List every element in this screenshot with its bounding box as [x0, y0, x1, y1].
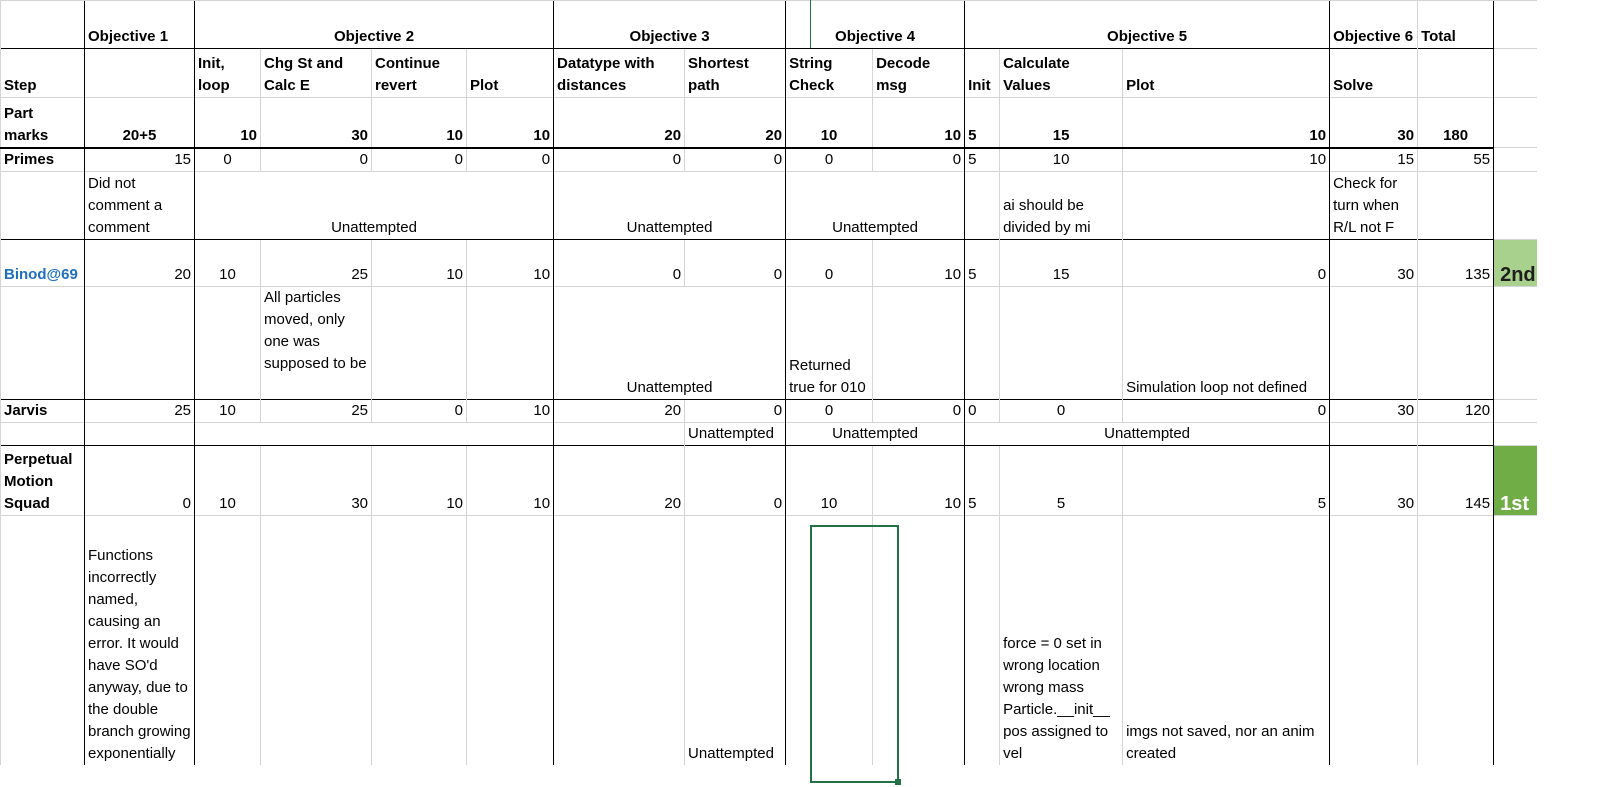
cell[interactable] — [1494, 148, 1537, 172]
cell[interactable] — [965, 515, 1000, 765]
fill-handle[interactable] — [895, 779, 901, 785]
part-mark-cell[interactable]: 10 — [786, 98, 873, 148]
score-cell[interactable]: 10 — [195, 239, 261, 286]
step-string-check[interactable]: String Check — [786, 49, 873, 98]
cell[interactable] — [1494, 49, 1537, 98]
cell[interactable] — [85, 49, 195, 98]
score-cell[interactable]: 25 — [261, 239, 372, 286]
cell[interactable] — [1494, 1, 1537, 49]
score-cell[interactable]: 0 — [261, 148, 372, 172]
score-cell[interactable]: 20 — [554, 399, 685, 422]
cell[interactable] — [554, 422, 685, 445]
total-cell[interactable]: 145 — [1418, 445, 1494, 515]
cell[interactable] — [195, 286, 261, 399]
note-cell[interactable]: All particles moved, only one was supposed to be — [261, 286, 372, 399]
score-cell[interactable]: 10 — [1123, 148, 1330, 172]
score-cell[interactable]: 10 — [195, 399, 261, 422]
note-cell[interactable]: Returned true for 010 — [786, 286, 873, 399]
note-cell[interactable]: Unattempted — [554, 286, 786, 399]
score-cell[interactable]: 5 — [965, 148, 1000, 172]
score-cell[interactable]: 5 — [965, 239, 1000, 286]
cell[interactable] — [965, 171, 1000, 239]
cell[interactable] — [873, 286, 965, 399]
cell[interactable] — [195, 422, 554, 445]
step-datatype[interactable]: Datatype with distances — [554, 49, 685, 98]
score-cell[interactable]: 20 — [554, 445, 685, 515]
score-cell[interactable]: 15 — [1000, 239, 1123, 286]
score-cell[interactable]: 25 — [85, 399, 195, 422]
score-cell[interactable]: 10 — [467, 239, 554, 286]
step-solve[interactable]: Solve — [1330, 49, 1418, 98]
objective-3-header[interactable]: Objective 3 — [554, 1, 786, 49]
step-init-5[interactable]: Init — [965, 49, 1000, 98]
step-shortest-path[interactable]: Shortest path — [685, 49, 786, 98]
score-cell[interactable]: 10 — [1000, 148, 1123, 172]
part-marks-label[interactable]: Part marks — [1, 98, 85, 148]
part-mark-cell[interactable]: 30 — [1330, 98, 1418, 148]
step-plot-2[interactable]: Plot — [467, 49, 554, 98]
team-name-primes[interactable]: Primes — [1, 148, 85, 172]
note-cell[interactable]: Unattempted — [685, 422, 786, 445]
note-cell[interactable]: Unattempted — [554, 171, 786, 239]
cell[interactable] — [1418, 49, 1494, 98]
score-cell[interactable]: 0 — [786, 239, 873, 286]
score-cell[interactable]: 0 — [195, 148, 261, 172]
cell-selection-box[interactable] — [810, 525, 899, 783]
note-cell[interactable]: Unattempted — [685, 515, 786, 765]
score-cell[interactable]: 0 — [873, 148, 965, 172]
score-cell[interactable]: 15 — [85, 148, 195, 172]
cell[interactable] — [1494, 399, 1537, 422]
part-mark-cell[interactable]: 20 — [554, 98, 685, 148]
note-cell[interactable]: Did not comment a comment — [85, 171, 195, 239]
total-cell[interactable]: 135 — [1418, 239, 1494, 286]
score-cell[interactable]: 30 — [1330, 239, 1418, 286]
part-mark-cell[interactable]: 20 — [685, 98, 786, 148]
cell[interactable] — [1, 171, 85, 239]
part-mark-cell[interactable]: 30 — [261, 98, 372, 148]
cell[interactable] — [1418, 286, 1494, 399]
score-cell[interactable]: 0 — [685, 148, 786, 172]
score-cell[interactable]: 0 — [1123, 239, 1330, 286]
score-cell[interactable]: 0 — [965, 399, 1000, 422]
step-decode-msg[interactable]: Decode msg — [873, 49, 965, 98]
score-cell[interactable]: 10 — [467, 399, 554, 422]
cell[interactable] — [1, 1, 85, 49]
objective-4-header[interactable]: Objective 4 — [786, 1, 965, 49]
note-cell[interactable]: Unattempted — [965, 422, 1330, 445]
objective-2-header[interactable]: Objective 2 — [195, 1, 554, 49]
step-calc-values[interactable]: Calculate Values — [1000, 49, 1123, 98]
score-cell[interactable]: 0 — [554, 239, 685, 286]
note-cell[interactable]: force = 0 set in wrong location wrong mass Particle.__init__ pos assigned to vel — [1000, 515, 1123, 765]
part-mark-cell[interactable]: 20+5 — [85, 98, 195, 148]
score-cell[interactable]: 30 — [1330, 445, 1418, 515]
score-cell[interactable]: 0 — [685, 445, 786, 515]
cell[interactable] — [261, 515, 372, 765]
cell[interactable] — [1418, 171, 1494, 239]
score-cell[interactable]: 20 — [85, 239, 195, 286]
score-cell[interactable]: 0 — [685, 399, 786, 422]
objective-6-header[interactable]: Objective 6 — [1330, 1, 1418, 49]
score-cell[interactable]: 10 — [195, 445, 261, 515]
part-mark-cell[interactable]: 5 — [965, 98, 1000, 148]
cell[interactable] — [467, 286, 554, 399]
part-mark-cell[interactable]: 10 — [372, 98, 467, 148]
note-cell[interactable]: Simulation loop not defined — [1123, 286, 1330, 399]
score-cell[interactable]: 10 — [467, 445, 554, 515]
cell[interactable] — [1494, 422, 1537, 445]
cell[interactable] — [1494, 171, 1537, 239]
step-plot-5[interactable]: Plot — [1123, 49, 1330, 98]
cell[interactable] — [1330, 422, 1418, 445]
part-mark-cell[interactable]: 10 — [195, 98, 261, 148]
cell[interactable] — [1, 286, 85, 399]
cell[interactable] — [85, 286, 195, 399]
step-label[interactable]: Step — [1, 49, 85, 98]
cell[interactable] — [1494, 515, 1537, 765]
total-cell[interactable]: 120 — [1418, 399, 1494, 422]
score-cell[interactable]: 0 — [85, 445, 195, 515]
score-cell[interactable]: 0 — [786, 148, 873, 172]
score-cell[interactable]: 5 — [965, 445, 1000, 515]
team-name-perpetual-motion-squad[interactable]: Perpetual Motion Squad — [1, 445, 85, 515]
note-cell[interactable]: Unattempted — [786, 422, 965, 445]
score-cell[interactable]: 5 — [1000, 445, 1123, 515]
note-cell[interactable]: Unattempted — [786, 171, 965, 239]
score-cell[interactable]: 30 — [1330, 399, 1418, 422]
score-cell[interactable]: 0 — [1123, 399, 1330, 422]
cell[interactable] — [1330, 515, 1418, 765]
cell[interactable] — [1000, 286, 1123, 399]
score-cell[interactable]: 10 — [372, 239, 467, 286]
part-mark-cell[interactable]: 10 — [1123, 98, 1330, 148]
score-cell[interactable]: 0 — [685, 239, 786, 286]
score-cell[interactable]: 10 — [873, 239, 965, 286]
score-cell[interactable]: 0 — [873, 399, 965, 422]
part-mark-cell[interactable]: 180 — [1418, 98, 1494, 148]
score-cell[interactable]: 0 — [372, 399, 467, 422]
selection-column-line — [810, 0, 811, 48]
cell[interactable] — [1123, 171, 1330, 239]
score-cell[interactable]: 0 — [554, 148, 685, 172]
cell[interactable] — [195, 515, 261, 765]
note-cell[interactable]: Functions incorrectly named, causing an error. It would have SO'd anyway, due to the double branch growing exponentially — [85, 515, 195, 765]
part-mark-cell[interactable]: 10 — [873, 98, 965, 148]
score-cell[interactable]: 0 — [786, 399, 873, 422]
note-cell[interactable]: imgs not saved, nor an anim created — [1123, 515, 1330, 765]
score-cell[interactable]: 0 — [467, 148, 554, 172]
cell[interactable] — [554, 515, 685, 765]
team-name-binod[interactable]: Binod@69 — [1, 239, 85, 286]
cell[interactable] — [1, 422, 85, 445]
total-header[interactable]: Total — [1418, 1, 1494, 49]
total-cell[interactable]: 55 — [1418, 148, 1494, 172]
objective-1-header[interactable]: Objective 1 — [85, 1, 195, 49]
step-chg-st[interactable]: Chg St and Calc E — [261, 49, 372, 98]
cell[interactable] — [965, 286, 1000, 399]
cell[interactable] — [372, 286, 467, 399]
cell[interactable] — [85, 422, 195, 445]
step-init-loop[interactable]: Init, loop — [195, 49, 261, 98]
rank-badge-1st[interactable]: 1st — [1494, 445, 1537, 515]
step-continue-revert[interactable]: Continue revert — [372, 49, 467, 98]
score-cell[interactable]: 10 — [786, 445, 873, 515]
score-cell[interactable]: 5 — [1123, 445, 1330, 515]
score-cell[interactable]: 30 — [261, 445, 372, 515]
cell[interactable] — [1, 515, 85, 765]
score-cell[interactable]: 10 — [372, 445, 467, 515]
score-cell[interactable]: 25 — [261, 399, 372, 422]
cell[interactable] — [1330, 286, 1418, 399]
score-cell[interactable]: 0 — [1000, 399, 1123, 422]
team-name-jarvis[interactable]: Jarvis — [1, 399, 85, 422]
note-cell[interactable]: ai should be divided by mi — [1000, 171, 1123, 239]
cell[interactable] — [372, 515, 467, 765]
cell[interactable] — [1494, 98, 1537, 148]
note-cell[interactable]: Check for turn when R/L not F — [1330, 171, 1418, 239]
score-cell[interactable]: 15 — [1330, 148, 1418, 172]
part-mark-cell[interactable]: 15 — [1000, 98, 1123, 148]
objective-5-header[interactable]: Objective 5 — [965, 1, 1330, 49]
cell[interactable] — [467, 515, 554, 765]
cell[interactable] — [1418, 422, 1494, 445]
score-cell[interactable]: 0 — [372, 148, 467, 172]
score-cell[interactable]: 10 — [873, 445, 965, 515]
note-cell[interactable]: Unattempted — [195, 171, 554, 239]
cell[interactable] — [1494, 286, 1537, 399]
cell[interactable] — [1418, 515, 1494, 765]
part-mark-cell[interactable]: 10 — [467, 98, 554, 148]
rank-badge-2nd[interactable]: 2nd — [1494, 239, 1537, 286]
